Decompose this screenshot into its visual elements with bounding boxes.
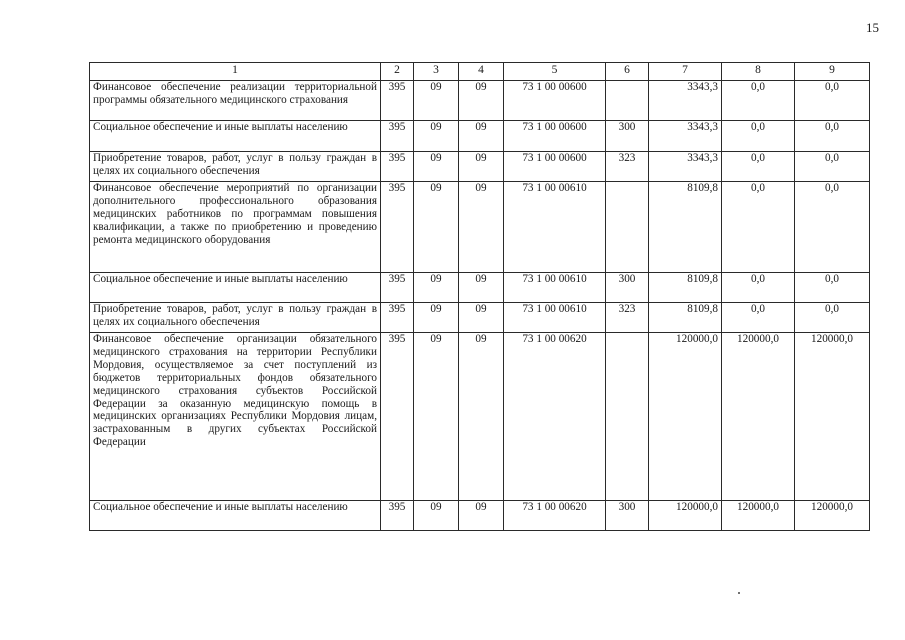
- section-code: 09: [414, 182, 459, 273]
- target-article: 73 1 00 00610: [504, 273, 606, 303]
- table-row: [90, 152, 870, 182]
- target-article: 73 1 00 00600: [504, 81, 606, 121]
- amount-col8: 0,0: [722, 81, 795, 121]
- expense-type: [606, 333, 649, 501]
- section-code: 09: [414, 273, 459, 303]
- amount-col9: 0,0: [795, 121, 870, 152]
- subsection-code: 09: [459, 273, 504, 303]
- item-name: Финансовое обеспечение организации обязательного медицинского страхования на территории Республики Мордовия, осуществляемое за счет поступлений из бюджетов территориальных фондов обязательного медицинского страхования субъектов Российской Федерации за оказанную медицинскую помощь в медицинских организациях Республики Мордовия лицам, застрахованным в других субъектах Российской Федерации: [90, 333, 381, 501]
- ministry-code: 395: [381, 501, 414, 531]
- subsection-code: 09: [459, 121, 504, 152]
- amount-col8: 0,0: [722, 182, 795, 273]
- item-name: Финансовое обеспечение реализации территориальной программы обязательного медицинского страхования: [90, 81, 381, 121]
- section-code: 09: [414, 303, 459, 333]
- section-code: 09: [414, 121, 459, 152]
- item-name: Социальное обеспечение и иные выплаты населению: [90, 501, 381, 531]
- item-name: Приобретение товаров, работ, услуг в пользу граждан в целях их социального обеспечения: [90, 152, 381, 182]
- header-cell: 5: [504, 63, 606, 81]
- subsection-code: 09: [459, 303, 504, 333]
- amount-col8: 0,0: [722, 152, 795, 182]
- amount-col7: 8109,8: [649, 273, 722, 303]
- target-article: 73 1 00 00620: [504, 333, 606, 501]
- header-cell: 3: [414, 63, 459, 81]
- item-name: Социальное обеспечение и иные выплаты населению: [90, 273, 381, 303]
- table-row: [90, 273, 870, 303]
- header-row: [90, 63, 870, 81]
- target-article: 73 1 00 00600: [504, 152, 606, 182]
- amount-col9: 0,0: [795, 303, 870, 333]
- amount-col8: 0,0: [722, 303, 795, 333]
- target-article: 73 1 00 00600: [504, 121, 606, 152]
- table-row: [90, 333, 870, 501]
- header-cell: 9: [795, 63, 870, 81]
- table-row: [90, 81, 870, 121]
- amount-col7: 3343,3: [649, 81, 722, 121]
- subsection-code: 09: [459, 501, 504, 531]
- target-article: 73 1 00 00610: [504, 303, 606, 333]
- amount-col9: 0,0: [795, 273, 870, 303]
- ministry-code: 395: [381, 333, 414, 501]
- subsection-code: 09: [459, 81, 504, 121]
- page-number: 15: [866, 20, 879, 35]
- amount-col7: 120000,0: [649, 333, 722, 501]
- amount-col8: 0,0: [722, 121, 795, 152]
- amount-col7: 3343,3: [649, 152, 722, 182]
- header-cell: 8: [722, 63, 795, 81]
- amount-col9: 120000,0: [795, 333, 870, 501]
- header-cell: 2: [381, 63, 414, 81]
- target-article: 73 1 00 00620: [504, 501, 606, 531]
- amount-col8: 0,0: [722, 273, 795, 303]
- section-code: 09: [414, 81, 459, 121]
- ministry-code: 395: [381, 273, 414, 303]
- section-code: 09: [414, 152, 459, 182]
- section-code: 09: [414, 333, 459, 501]
- amount-col9: 0,0: [795, 81, 870, 121]
- item-name: Социальное обеспечение и иные выплаты населению: [90, 121, 381, 152]
- scan-speck: [738, 592, 740, 594]
- subsection-code: 09: [459, 333, 504, 501]
- table-row: [90, 501, 870, 531]
- expense-type: 323: [606, 303, 649, 333]
- amount-col7: 120000,0: [649, 501, 722, 531]
- amount-col7: 3343,3: [649, 121, 722, 152]
- amount-col9: 0,0: [795, 152, 870, 182]
- amount-col8: 120000,0: [722, 333, 795, 501]
- budget-table: [89, 62, 870, 531]
- amount-col7: 8109,8: [649, 182, 722, 273]
- table-row: [90, 121, 870, 152]
- expense-type: 323: [606, 152, 649, 182]
- item-name: Финансовое обеспечение мероприятий по организации дополнительного профессионального образования медицинских работников по программам повышения квалификации, а также по приобретению и проведению ремонта медицинского оборудования: [90, 182, 381, 273]
- ministry-code: 395: [381, 81, 414, 121]
- subsection-code: 09: [459, 152, 504, 182]
- header-cell: 6: [606, 63, 649, 81]
- amount-col8: 120000,0: [722, 501, 795, 531]
- expense-type: 300: [606, 121, 649, 152]
- expense-type: [606, 81, 649, 121]
- ministry-code: 395: [381, 152, 414, 182]
- header-cell: 4: [459, 63, 504, 81]
- ministry-code: 395: [381, 182, 414, 273]
- target-article: 73 1 00 00610: [504, 182, 606, 273]
- header-cell: 7: [649, 63, 722, 81]
- table-row: [90, 182, 870, 273]
- amount-col9: 0,0: [795, 182, 870, 273]
- ministry-code: 395: [381, 303, 414, 333]
- expense-type: 300: [606, 273, 649, 303]
- amount-col9: 120000,0: [795, 501, 870, 531]
- expense-type: 300: [606, 501, 649, 531]
- item-name: Приобретение товаров, работ, услуг в пользу граждан в целях их социального обеспечения: [90, 303, 381, 333]
- header-cell: 1: [90, 63, 381, 81]
- expense-type: [606, 182, 649, 273]
- subsection-code: 09: [459, 182, 504, 273]
- amount-col7: 8109,8: [649, 303, 722, 333]
- table-row: [90, 303, 870, 333]
- section-code: 09: [414, 501, 459, 531]
- ministry-code: 395: [381, 121, 414, 152]
